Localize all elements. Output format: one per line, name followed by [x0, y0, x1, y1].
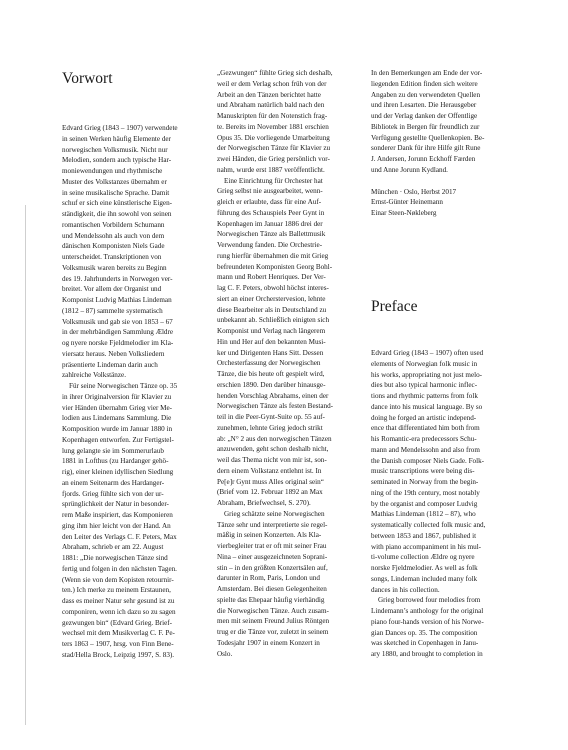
margin-rule — [25, 205, 26, 725]
text-line: ary 1880, and brought to completion in — [371, 650, 483, 658]
text-line: Komponist und Verlag nach längerem — [217, 327, 326, 335]
text-line: schuf er sich eine künstlerische Eigen- — [62, 199, 173, 208]
text-line: ti-volume collection Ældre og nyere — [371, 553, 475, 562]
text-line: dances in his collection. — [371, 585, 440, 594]
text-line: Grieg selbst nie ausgearbeitet, wenn- — [217, 187, 323, 196]
text-line: elements of Norwegian folk music in — [371, 359, 478, 368]
column-1 — [62, 123, 214, 661]
text-line: präsentierte Lindeman darin auch — [62, 360, 158, 369]
text-line: ten.) Ich merke zu meinem Erstaunen, — [62, 586, 171, 595]
text-line: doing he forged an artistic independ- — [371, 413, 477, 422]
text-line: norske Fjeldmelodier. As well as folk — [371, 564, 478, 572]
column-3 — [371, 68, 531, 219]
text-line: by the organist and composer Ludvig — [371, 499, 478, 508]
preface-text — [371, 348, 531, 660]
text-line: Für seine Norwegischen Tänze op. 35 — [69, 382, 178, 390]
text-line: was sketched in Copenhagen in Janu- — [371, 639, 479, 648]
text-line: ab: „N° 2 aus den norwegischen Tänzen — [217, 434, 332, 443]
text-line: und Abraham natürlich bald nach den — [217, 101, 325, 110]
text-line: mann and Mendelssohn and also from — [371, 445, 480, 454]
text-line: dies but also typical harmonic inflec- — [371, 381, 478, 390]
text-line: teil in die Peer-Gynt-Suite op. 55 auf- — [217, 413, 325, 421]
text-line: Volksmusik waren bereits zu Beginn — [62, 263, 167, 272]
text-line: führung des Schauspiels Peer Gynt in — [217, 208, 325, 217]
text-line: rem Maße inspiriert, das Komponieren — [62, 511, 173, 519]
text-line: ker und Dirigenten Hans Sitt. Dessen — [217, 348, 324, 357]
text-line: zahlreiche Volkstänze. — [62, 371, 126, 380]
text-line: weil er dem Verlag schon früh von der — [217, 79, 327, 88]
text-line: the Danish composer Niels Gade. Folk- — [371, 456, 485, 465]
text-line: Komposition wurde im Januar 1880 in — [62, 425, 173, 433]
text-line: men mit seinem Freund Julius Röntgen — [217, 617, 330, 626]
text-line: trug er die Tänze vor, zuletzt in seinem — [217, 628, 329, 636]
column-1-text — [62, 123, 214, 661]
text-line: Grieg borrowed four melodies from — [378, 596, 481, 605]
text-line: breitet. Vor allem der Organist und — [62, 285, 162, 294]
text-line: Norwegischen Tänze als Ballettmusik — [217, 230, 326, 239]
text-line: fjords. Grieg fühlte sich von der ur- — [62, 489, 164, 498]
text-line: norwegischen Volksmusik. Nicht nur — [62, 145, 168, 154]
text-line: befreundeten Komponisten Georg Bohl- — [217, 262, 333, 271]
text-line: lag C. F. Peters, obwohl höchst interes- — [217, 284, 329, 292]
text-line: zunehmen, lehnte Grieg jedoch strikt — [217, 423, 323, 432]
text-line: darunter in Rom, Paris, London und — [217, 574, 320, 583]
column-2 — [217, 68, 369, 659]
text-line: an einem Seitenarm des Hardanger- — [62, 478, 165, 487]
text-line: und ihren Lesarten. Die Herausgeber — [371, 101, 477, 110]
text-line: ning of the 19th century, most notably — [371, 488, 480, 497]
text-line: Verfügung gestellte Quellenkopien. Be- — [371, 133, 485, 142]
text-line: mäßig in seinen Konzerten. Als Kla- — [217, 531, 322, 540]
text-line: siert an einer Orcherstervesion, lehnte — [217, 294, 326, 303]
text-line: zwei Händen, die Grieg persönlich vor- — [217, 155, 330, 163]
text-line: Pe[e]r Gynt muss Alles original sein“ — [217, 477, 324, 486]
text-line: Manuskripten für den Notenstich frag- — [217, 112, 328, 120]
text-line: Amsterdam. Bei diesen Gelegenheiten — [217, 585, 327, 593]
text-line: liegenden Edition finden sich weitere — [371, 79, 478, 88]
text-line: Grieg schätzte seine Norwegischen — [224, 509, 325, 518]
text-line: und Mendelssohn als auch von dem — [62, 231, 165, 240]
text-line: Einar Steen-Nøkleberg — [371, 209, 437, 217]
text-line: tions and rhythmic patterns from folk — [371, 392, 478, 400]
text-line: Mathias Lindeman (1812 – 87), who — [371, 510, 476, 519]
text-line: componiren, wenn ich dazu so zu sagen — [62, 607, 176, 616]
text-line: Opus 35. Die vorliegende Umarbeitung — [217, 133, 330, 142]
text-line: Kopenhagen im Januar 1886 drei der — [217, 219, 323, 228]
text-line: in seinen Werken häufig Elemente der — [62, 134, 171, 143]
text-line: stad/Hella Brock, Leipzig 1997, S. 83). — [62, 650, 175, 659]
text-line: stin – in den größten Konzertsälen auf, — [217, 563, 328, 572]
text-line: viersatz heraus. Neben Volksliedern — [62, 349, 165, 358]
text-line: dass es meiner Natur sehr gesund ist zu — [62, 597, 175, 605]
text-line: te. Bereits im November 1881 erschien — [217, 122, 329, 131]
text-line: der Norwegischen Tänze für Klavier zu — [217, 144, 331, 153]
text-line: Nina – einer ausgezeichneten Soprani- — [217, 552, 328, 561]
text-line: between 1853 and 1867, published it — [371, 531, 477, 540]
text-line: Tänze, die bis heute oft gespielt wird, — [217, 370, 325, 378]
text-line: 1881: „Die norwegischen Tänze sind — [62, 554, 168, 562]
text-line: ters 1863 – 1907, hrsg. von Finn Bene- — [62, 640, 174, 648]
text-line: Muster des Volkstanzes übernahm er — [62, 177, 167, 186]
text-line: his works, appropriating not just melo- — [371, 370, 483, 379]
text-line: J. Andersen, Jorunn Eckhoff Færden — [371, 155, 476, 163]
text-line: sonderer Dank für ihre Hilfe gilt Rune — [371, 144, 481, 153]
text-line: songs, Lindeman included many folk — [371, 574, 478, 583]
text-line: „Gezwungen“ fühlte Grieg sich deshalb, — [217, 69, 333, 77]
text-line: Norwegischen Tänze als festen Bestand- — [217, 402, 334, 411]
text-line: (1812 – 87) sammelte systematisch — [62, 306, 163, 315]
text-line: lung gelangte sie im Sommerurlaub — [62, 446, 164, 455]
text-line: Verwendung fanden. Die Orchestrie- — [217, 241, 323, 249]
text-line: Oslo. — [217, 649, 233, 658]
text-line: Arbeit an den Tänzen berichtet hatte — [217, 90, 321, 99]
text-line: 1881 in Lofthus (zu Hardanger gehö- — [62, 457, 169, 466]
text-line: wechsel mit dem Musikverlag C. F. Pe- — [62, 629, 175, 638]
text-line: rung hierfür übernahmen die mit Grieg — [217, 251, 329, 260]
text-line: in der mehrbändigen Sammlung Ældre — [62, 328, 174, 337]
text-line: Volksmusik und gab sie von 1853 – 67 — [62, 317, 173, 326]
text-line: Kopenhagen entworfen. Zur Fertigstel- — [62, 435, 174, 444]
text-line: des 19. Jahrhunderts in Norwegen ver- — [62, 274, 173, 283]
text-line: Edvard Grieg (1843 – 1907) verwendete — [62, 124, 178, 132]
text-line: music transcriptions were being dis- — [371, 467, 475, 476]
text-line: systematically collected folk music and, — [371, 521, 486, 529]
text-line: seminated in Norway from the begin- — [371, 478, 479, 486]
text-line: Ernst-Günter Heinemann — [371, 198, 443, 207]
text-line: with piano accompaniment in his mul- — [371, 542, 482, 551]
text-line: Melodien, sondern auch typische Har- — [62, 156, 172, 165]
text-line: (Brief vom 12. Februar 1892 an Max — [217, 488, 323, 497]
text-line: diese Bearbeiter als in Deutschland zu — [217, 305, 327, 314]
text-line: Komponist Ludvig Mathias Lindeman — [62, 296, 172, 304]
text-line: moniewendungen und rhythmische — [62, 167, 163, 175]
text-line: und Anne Jorunn Kydland. — [371, 165, 448, 174]
text-line: München · Oslo, Herbst 2017 — [371, 187, 457, 196]
text-line: vierbegleiter trat er oft mit seiner Frau — [217, 542, 327, 550]
text-line: rig), einer kleinen idyllischen Siedlung — [62, 468, 174, 476]
text-line: gleich er erlaubte, dass für eine Auf- — [217, 198, 322, 206]
text-line: gezwungen bin“ (Edvard Grieg. Brief- — [62, 618, 173, 627]
column-2-text — [217, 68, 369, 659]
signature-block — [371, 187, 531, 219]
text-line: und der Verlag danken der Offentlige — [371, 112, 478, 120]
text-line: Todesjahr 1907 in einem Konzert in — [217, 638, 320, 647]
text-line: henden Vorschlag Abrahams, einen der — [217, 391, 329, 400]
text-line: Hin und Her auf den bekannten Musi- — [217, 337, 326, 346]
text-line: Tänze sehr und interpretierte sie regel- — [217, 520, 328, 529]
text-line: ence that differentiated him both from — [371, 424, 480, 433]
text-line: In den Bemerkungen am Ende der vor- — [371, 69, 483, 77]
text-line: gian Dances op. 35. The composition — [371, 628, 478, 637]
text-line: in ihrer Originalversion für Klavier zu — [62, 392, 172, 401]
text-line: dänischen Komponisten Niels Gade — [62, 242, 165, 251]
text-line: in seine musikalische Sprache. Damit — [62, 188, 170, 197]
text-line: dance into his musical language. By so — [371, 402, 483, 411]
text-line: Eine Einrichtung für Orchester hat — [224, 176, 323, 185]
text-line: Abraham, Briefwechsel, S. 270). — [217, 499, 311, 507]
text-line: sprünglichkeit der Natur in besonder- — [62, 500, 169, 509]
text-line: nahm, wurde erst 1887 veröffentlicht. — [217, 165, 325, 174]
text-line: Edvard Grieg (1843 – 1907) often used — [371, 349, 484, 357]
text-line: ging ihm hier leicht von der Hand. An — [62, 521, 171, 530]
text-line: fertig und folgen in den nächsten Tagen. — [62, 564, 177, 573]
text-line: (Wenn sie von dem Kopisten retournir- — [62, 575, 174, 584]
text-line: og nyere norske Fjeldmelodier im Kla- — [62, 339, 174, 347]
text-line: erschien 1890. Den darüber hinausge- — [217, 380, 326, 389]
text-line: Angaben zu den verwendeten Quellen — [371, 90, 481, 99]
heading-preface: Preface — [371, 298, 418, 315]
text-line: ständigkeit, die ihn sowohl von seinen — [62, 210, 172, 218]
text-line: vier Händen übernahm Grieg vier Me- — [62, 403, 173, 412]
text-line: piano four-hands version of his Norwe- — [371, 617, 484, 626]
text-line: Lindemann’s anthology for the original — [371, 607, 484, 615]
heading-vorwort: Vorwort — [62, 70, 113, 87]
text-line: unbekannt ab. Schließlich einigten sich — [217, 316, 330, 325]
text-line: die Norwegischen Tänze. Auch zusam- — [217, 606, 329, 615]
text-line: romantischen Vorbildern Schumann — [62, 220, 165, 229]
text-line: anzuwenden, geht schon deshalb nicht, — [217, 445, 329, 454]
text-line: mann und Robert Henriques. Der Ver- — [217, 273, 326, 282]
text-line: Orchesterfassung der Norwegischen — [217, 359, 321, 368]
text-line: unterscheidet. Transkriptionen von — [62, 253, 162, 261]
text-line: weil das Thema nicht von mir ist, son- — [217, 456, 327, 464]
column-3-preface — [371, 348, 531, 660]
column-3-notes — [371, 68, 531, 176]
text-line: lodien aus Lindemans Sammlung. Die — [62, 414, 172, 423]
text-line: spielte das Ehepaar häufig vierhändig — [217, 595, 325, 604]
text-line: Bibliotek in Bergen für freundlich zur — [371, 122, 480, 131]
text-line: his Romantic-era predecessors Schu- — [371, 435, 477, 443]
text-line: dern einem Volkstanz entlehnt ist. In — [217, 466, 322, 475]
text-line: Abraham, schrieb er am 22. August — [62, 543, 164, 552]
text-line: den Leiter des Verlags C. F. Peters, Max — [62, 532, 177, 541]
